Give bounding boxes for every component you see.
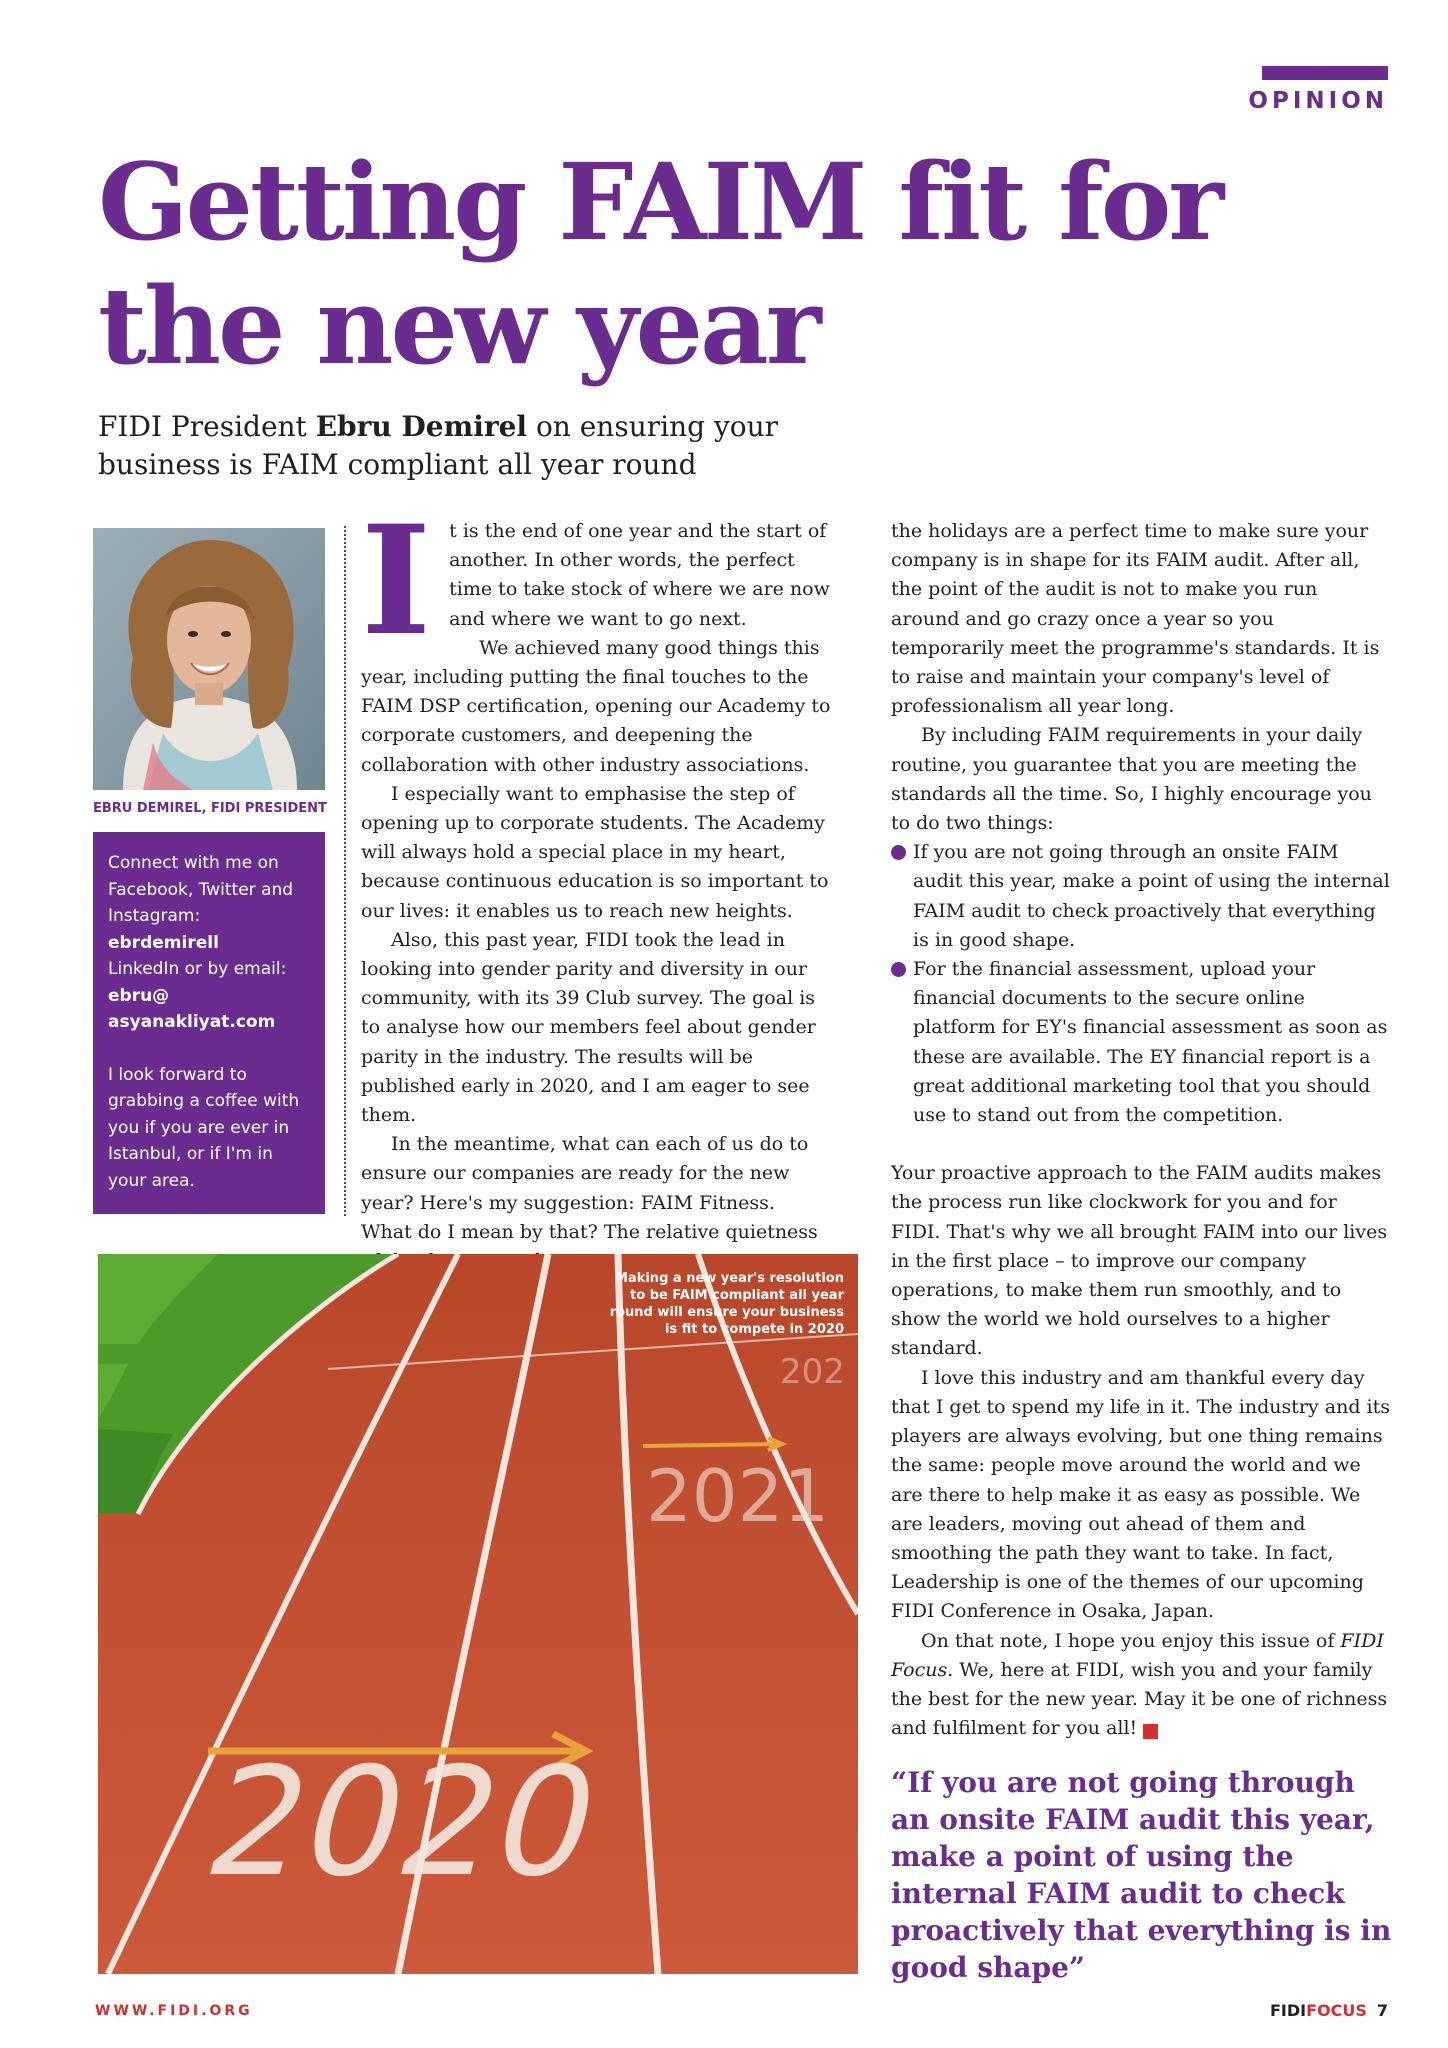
body-column-1: [361, 493, 831, 1276]
connect-intro: Connect with me on Facebook, Twitter and Instagram:: [108, 853, 294, 926]
pull-quote: [891, 1764, 1391, 1986]
body-column-2: [891, 517, 1391, 1743]
pull-quote-line: “If you are not going through: [891, 1766, 1355, 1799]
track-caption-line: to be FAIM compliant all year: [630, 1288, 844, 1303]
body-paragraph-4: Also, this past year, FIDI took the lead in looking into gender parity and diversity in our community, with its 39 Club survey. The goal is to analyse how our members feel about gender parity in the industry. The results will be published early in 2020, and I am eager to see them.: [361, 928, 816, 1127]
author-portrait-illustration: [93, 528, 325, 790]
p10-italic: FIDI Focus: [891, 1629, 1384, 1681]
headline-line-2: the new year: [98, 263, 819, 388]
pull-quote-line: internal FAIM audit to check: [891, 1877, 1345, 1910]
column-divider: [344, 526, 346, 1216]
connect-email-1[interactable]: ebru@: [108, 985, 170, 1006]
standfirst-name: Ebru Demirel: [315, 410, 528, 443]
pull-quote-line: proactively that everything is in: [891, 1914, 1392, 1947]
body-paragraph-1: [361, 493, 831, 669]
connect-box: [93, 832, 325, 1214]
bullet-dot-icon: [891, 845, 906, 860]
author-photo: [93, 528, 325, 790]
footer-brand: [1200, 2001, 1388, 2020]
section-bar: [1262, 66, 1388, 80]
drop-cap: I: [361, 493, 432, 669]
photo-caption: EBRU DEMIREL, FIDI PRESIDENT: [93, 801, 327, 816]
footer-brand-fidi: FIDI: [1269, 2001, 1307, 2020]
track-caption-line: round will ensure your business: [609, 1305, 844, 1320]
footer-brand-focus: FOCUS: [1306, 2001, 1367, 2020]
p10-text-a: On that note, I hope you enjoy this issue of: [921, 1629, 1341, 1652]
body-paragraph-5: In the meantime, what can each of us do to ensure our companies are ready for the new year? Here's my suggestion: FAIM Fitness. What do I mean by that? The relative quietness: [361, 1133, 818, 1243]
standfirst: [98, 408, 898, 484]
body-paragraph-6: the holidays are a perfect time to make sure your company is in shape for its FAIM audit. After all, the point of the audit is not to make you run around and go crazy once a year so you temporarily meet the programme's standards. It is to raise and maintain your company's level of professionalism all year long.: [891, 520, 1380, 718]
ff-end-icon: FF: [1143, 1724, 1158, 1739]
track-year-far: 202: [780, 1352, 845, 1392]
footer-url[interactable]: WWW.FIDI.ORG: [95, 2003, 253, 2019]
bullet-2-text: For the financial assessment, upload your financial documents to the secure online platform for EY's financial assessment as soon as these are available. The EY financial report is a great additional marketing tool that you should use to stand out from the competition.: [913, 958, 1388, 1127]
page-number: 7: [1376, 2001, 1388, 2020]
body-paragraph-2: We achieved many good things this year, including putting the final touches to the FAIM DSP certification, opening our Academy to corporate customers, and deepening the collaboration with other industry associations.: [361, 636, 831, 776]
standfirst-prefix: FIDI President: [98, 410, 316, 443]
bullet-item-2: [891, 955, 1391, 1130]
section-label: OPINION: [1248, 88, 1388, 114]
connect-linkedin: LinkedIn or by email:: [108, 959, 287, 979]
connect-email-2[interactable]: asyanakliyat.com: [108, 1012, 276, 1032]
body-paragraph-7: By including FAIM requirements in your daily routine, you guarantee that you are meeting the standards all the time. So, I highly encourage you to do two things:: [891, 724, 1372, 835]
headline-line-1: Getting FAIM fit for: [98, 139, 1222, 264]
body-p1-text: t is the end of one year and the start of another. In other words, the perfect time to take stock of where we are now and where we want to go next.: [449, 520, 830, 630]
connect-closing: I look forward to grabbing a coffee with you if you are ever in Istanbul, or if I'm in your area.: [108, 1064, 300, 1191]
connect-handle[interactable]: ebrdemirell: [108, 932, 219, 953]
standfirst-line-2: business is FAIM compliant all year round: [98, 448, 697, 481]
headline: [98, 140, 1298, 388]
track-caption: [560, 1270, 844, 1338]
pull-quote-line: make a point of using the: [891, 1840, 1294, 1873]
standfirst-rest: on ensuring your: [527, 410, 779, 443]
track-year-mid: 2021: [646, 1454, 830, 1538]
bullet-dot-icon: [891, 962, 906, 977]
body-paragraph-8: Your proactive approach to the FAIM audits makes the process run like clockwork for you and for FIDI. That's why we all brought FAIM into our lives in the first place – to improve our company operations, to make them run smoothly, and to show the world we hold ourselves to a higher standard.: [891, 1162, 1388, 1360]
p10-text-b: . We, here at FIDI, wish you and your family the best for the new year. May it be one of richness and fulfilment for you all!: [891, 1658, 1388, 1740]
body-paragraph-9: I love this industry and am thankful every day that I get to spend my life in it. The industry and its players are always evolving, but one thing remains the same: people move around the world and we are there to help make it as easy as possible. We are leaders, moving out ahead of them and smoothing the path they want to take. In fact, Leadership is one of the themes of our upcoming FIDI Conference in Osaka, Japan.: [891, 1366, 1390, 1623]
track-caption-line: Making a new year's resolution: [615, 1271, 844, 1286]
bullet-item-1: [891, 838, 1391, 955]
bullet-1-text: If you are not going through an onsite FAIM audit this year, make a point of using the internal FAIM audit to check proactively that everything is in good shape.: [913, 841, 1390, 951]
track-caption-line: is fit to compete in 2020: [664, 1322, 844, 1337]
body-paragraph-10: [891, 1627, 1391, 1744]
pull-quote-line: good shape”: [891, 1951, 1086, 1984]
pull-quote-line: an onsite FAIM audit this year,: [891, 1803, 1375, 1836]
track-year-near: 2020: [190, 1736, 616, 1910]
body-paragraph-3: I especially want to emphasise the step of opening up to corporate students. The Academy will always hold a special place in my heart, because continuous education is so important to our lives: it enables us to reach new heights.: [361, 782, 829, 922]
